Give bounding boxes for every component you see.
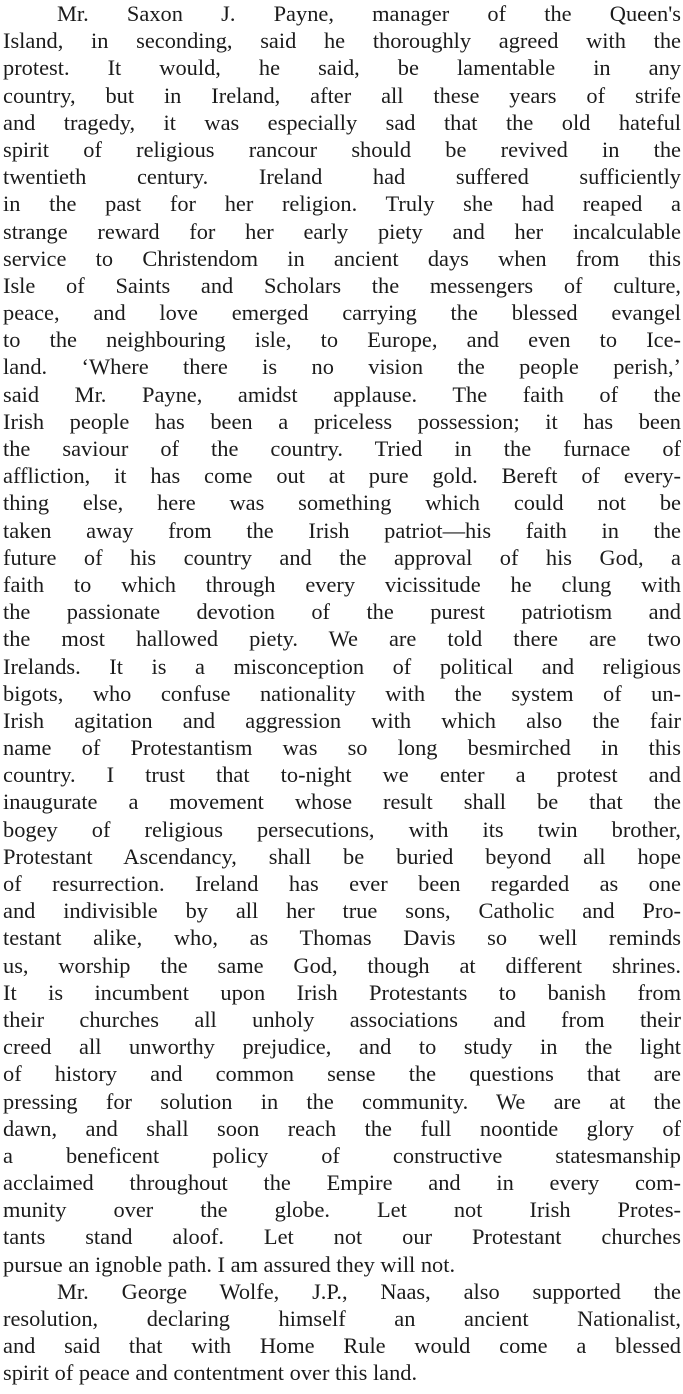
article-text-line: and indivisible by all her true sons, Catholic and Pro- (3, 898, 681, 924)
article-text-line: country. I trust that to-night we enter a protest and (3, 762, 681, 788)
article-text-line: their churches all unholy associations and from their (3, 1006, 681, 1032)
article-text-line: bigots, who confuse nationality with the system of un- (3, 680, 681, 706)
article-text-line: munity over the globe. Let not Irish Protes- (3, 1197, 681, 1223)
article-text-line: future of his country and the approval of his God, a (3, 544, 681, 570)
article-text-line: It is incumbent upon Irish Protestants to banish from (3, 979, 681, 1005)
article-text-line: the most hallowed piety. We are told there are two (3, 626, 681, 652)
article-text-line: spirit of peace and contentment over this land. (3, 1360, 418, 1386)
article-text-line: creed all unworthy prejudice, and to study in the light (3, 1034, 681, 1060)
article-text-line: testant alike, who, as Thomas Davis so well reminds (3, 925, 681, 951)
article-text-line: and tragedy, it was especially sad that the old hateful (3, 109, 681, 135)
article-text-line: and said that with Home Rule would come a blessed (3, 1333, 681, 1359)
article-text-line: country, but in Ireland, after all these years of strife (3, 82, 681, 108)
article-text-line: resolution, declaring himself an ancient Nationalist, (3, 1306, 681, 1331)
article-text-line: dawn, and shall soon reach the full noontide glory of (3, 1115, 681, 1141)
article-text-line: pursue an ignoble path. I am assured they will not. (3, 1251, 456, 1277)
article-text-line: strange reward for her early piety and her incalculable (3, 218, 681, 244)
article-text-line: said Mr. Payne, amidst applause. The faith of the (3, 381, 681, 407)
article-column (3, 0, 681, 1387)
article-text-line: Island, in seconding, said he thoroughly agreed with the (3, 28, 681, 54)
article-text-line: inaugurate a movement whose result shall be that the (3, 789, 681, 815)
article-text-line: in the past for her religion. Truly she had reaped a (3, 191, 681, 217)
article-text-line: the saviour of the country. Tried in the furnace of (3, 436, 681, 461)
article-text-line: acclaimed throughout the Empire and in every com- (3, 1170, 681, 1196)
article-text-line: spirit of religious rancour should be revived in the (3, 136, 681, 162)
article-text-line: us, worship the same God, though at different shrines. (3, 952, 681, 978)
article-text-line: twentieth century. Ireland had suffered sufficiently (3, 164, 681, 190)
article-text-line: affliction, it has come out at pure gold. Bereft of every- (3, 463, 681, 489)
article-text-line: service to Christendom in ancient days when from this (3, 245, 681, 271)
article-text-line: Mr. George Wolfe, J.P., Naas, also supported the (57, 1278, 681, 1304)
article-text-line: Protestant Ascendancy, shall be buried beyond all hope (3, 843, 681, 869)
article-text-line: name of Protestantism was so long besmirched in this (3, 735, 681, 761)
article-text-line: taken away from the Irish patriot—his faith in the (3, 517, 681, 543)
article-text-line: faith to which through every vicissitude he clung with (3, 571, 681, 597)
article-paragraph (3, 1278, 681, 1387)
article-text-line: land. ‘Where there is no vision the people perish,’ (3, 354, 681, 380)
article-text-line: Irish people has been a priceless possession; it has been (3, 408, 681, 434)
article-text-line: Isle of Saints and Scholars the messengers of culture, (3, 272, 681, 298)
article-text-line: the passionate devotion of the purest patriotism and (3, 599, 681, 625)
article-text-line: Irish agitation and aggression with which also the fair (3, 707, 681, 733)
article-paragraph (3, 0, 681, 1278)
article-text-line: pressing for solution in the community. We are at the (3, 1088, 681, 1114)
article-text-line: to the neighbouring isle, to Europe, and even to Ice- (3, 327, 681, 353)
article-text-line: of resurrection. Ireland has ever been regarded as one (3, 871, 681, 896)
article-text-line: peace, and love emerged carrying the blessed evangel (3, 300, 681, 326)
article-text-line: of history and common sense the questions that are (3, 1061, 681, 1087)
article-text-line: Mr. Saxon J. Payne, manager of the Queen's (57, 1, 681, 26)
article-text-line: a beneficent policy of constructive statesmanship (3, 1142, 681, 1168)
article-text-line: protest. It would, he said, be lamentable in any (3, 55, 681, 81)
article-text-line: bogey of religious persecutions, with its twin brother, (3, 816, 681, 842)
article-text-line: thing else, here was something which could not be (3, 490, 681, 516)
article-text-line: tants stand aloof. Let not our Protestant churches (3, 1224, 681, 1250)
article-text-line: Irelands. It is a misconception of political and religious (3, 653, 681, 679)
